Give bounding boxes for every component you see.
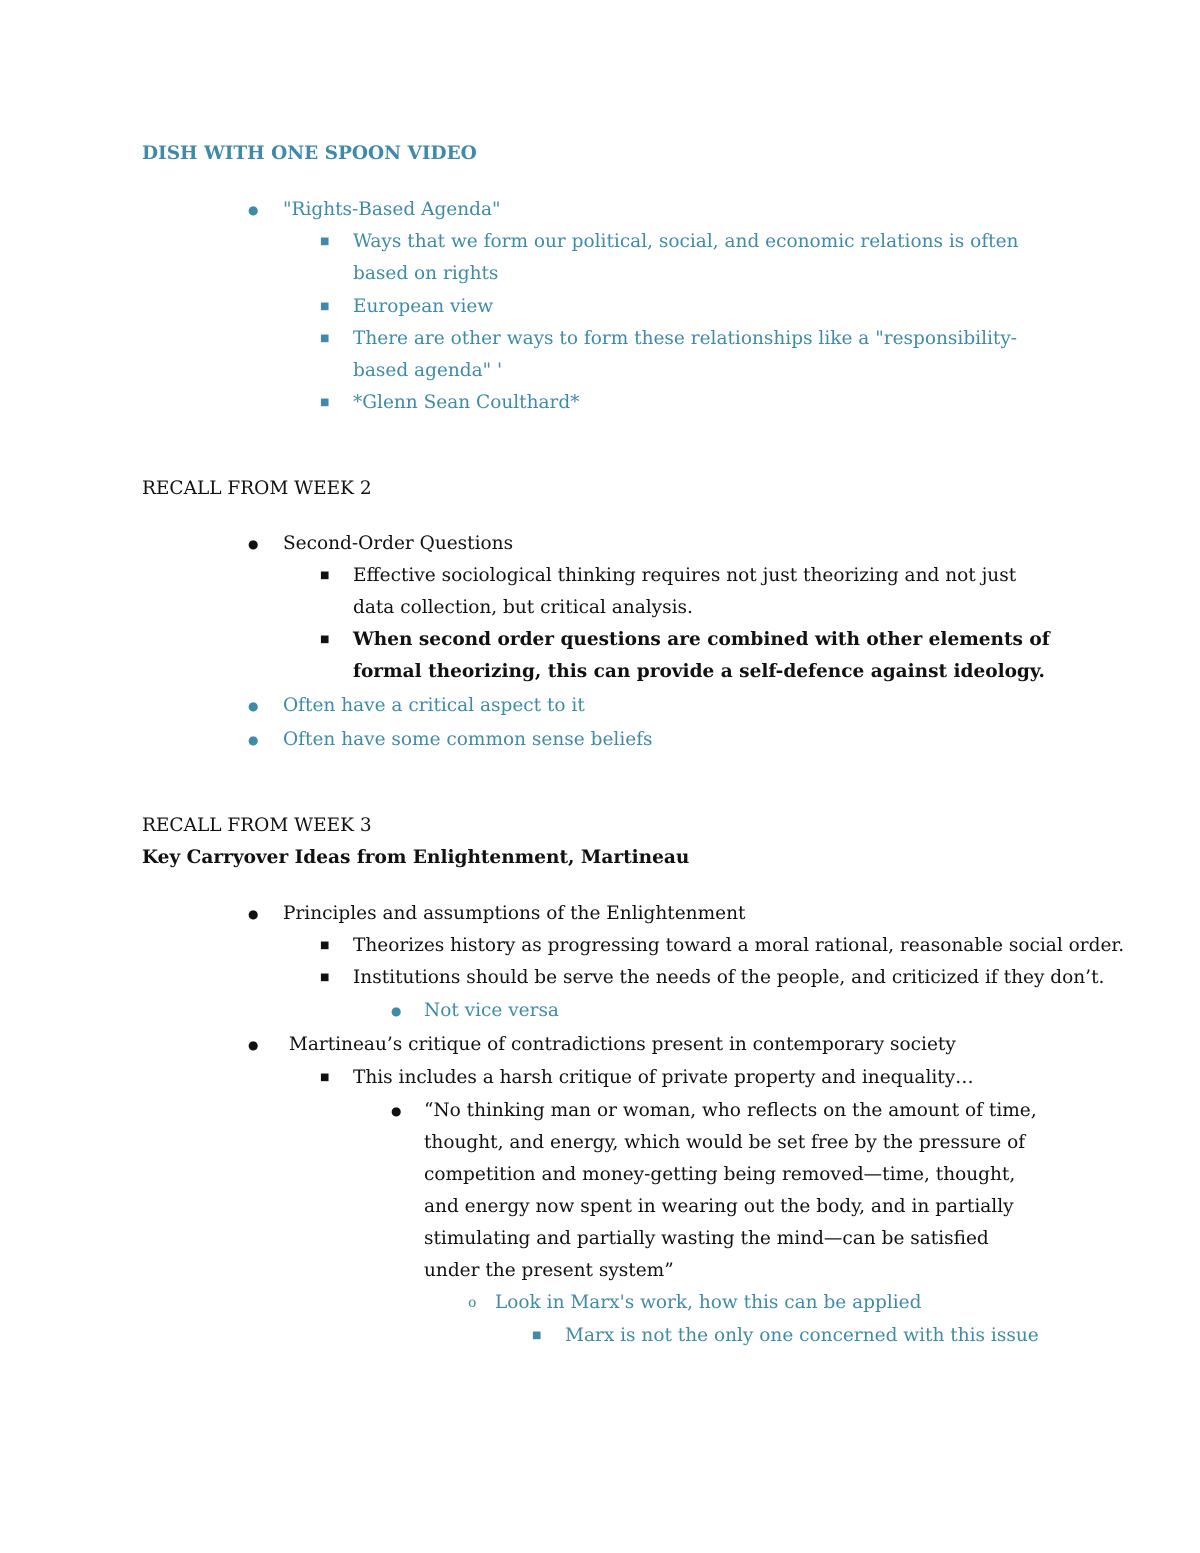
hollow-circle-bullet-icon: o bbox=[468, 1295, 477, 1311]
list-item bbox=[320, 1062, 1073, 1094]
section-subheading: Key Carryover Ideas from Enlightenment, Martineau bbox=[142, 847, 690, 868]
square-bullet-icon: ■ bbox=[320, 634, 330, 645]
list-item-text: Principles and assumptions of the Enlightenment bbox=[283, 903, 746, 924]
bullet-dot-icon: ● bbox=[248, 203, 259, 217]
bullet-dot-icon: ● bbox=[391, 1104, 402, 1118]
list-item bbox=[320, 962, 1113, 994]
list-item bbox=[320, 226, 1073, 290]
list-item bbox=[320, 323, 1043, 387]
square-bullet-icon: ■ bbox=[320, 972, 330, 983]
bullet-dot-icon: ● bbox=[248, 699, 259, 713]
bullet-dot-icon: ● bbox=[248, 1038, 259, 1052]
list-item-text: Second-Order Questions bbox=[283, 533, 514, 554]
list-item bbox=[248, 194, 1083, 226]
list-item-text: Look in Marx's work, how this can be applied bbox=[495, 1292, 922, 1313]
square-bullet-icon: ■ bbox=[320, 940, 330, 951]
bullet-dot-icon: ● bbox=[391, 1004, 402, 1018]
list-item-text: Not vice versa bbox=[424, 1000, 559, 1021]
list-item bbox=[248, 1029, 1083, 1061]
list-item bbox=[320, 930, 1125, 962]
section-heading-dish-with-one-spoon: DISH WITH ONE SPOON VIDEO bbox=[142, 143, 477, 164]
list-item-text: "Rights-Based Agenda" bbox=[283, 199, 501, 220]
bullet-dot-icon: ● bbox=[248, 537, 259, 551]
list-item-text: Often have a critical aspect to it bbox=[283, 695, 585, 716]
square-bullet-icon: ■ bbox=[320, 570, 330, 581]
list-item bbox=[320, 624, 1053, 688]
list-item bbox=[320, 560, 1033, 624]
list-item bbox=[248, 528, 1083, 560]
list-item bbox=[320, 387, 1073, 419]
list-item bbox=[320, 291, 1073, 323]
list-item bbox=[248, 724, 1083, 756]
list-item bbox=[248, 690, 1083, 722]
list-item-text: There are other ways to form these relationships like a "responsibility-based agenda" ' bbox=[353, 328, 1018, 381]
quote-text: “No thinking man or woman, who reflects on the amount of time, thought, and energy, which would be set free by the pressure of competition and money-getting being removed—time, thought, and energy now spent in wearing out the body, and in partially stimulating and partially wasting the mind—can be satisfied under the present system” bbox=[424, 1100, 1037, 1281]
square-bullet-icon: ■ bbox=[320, 236, 330, 247]
bullet-dot-icon: ● bbox=[248, 733, 259, 747]
square-bullet-icon: ■ bbox=[532, 1330, 542, 1341]
square-bullet-icon: ■ bbox=[320, 333, 330, 344]
list-item-text: Often have some common sense beliefs bbox=[283, 729, 653, 750]
square-bullet-icon: ■ bbox=[320, 301, 330, 312]
list-item-text: When second order questions are combined with other elements of formal theorizing, this can provide a self-defence against ideology. bbox=[353, 629, 1050, 682]
list-item-text: Marx is not the only one concerned with this issue bbox=[565, 1325, 1039, 1346]
section-heading-week-2: RECALL FROM WEEK 2 bbox=[142, 478, 372, 499]
bullet-dot-icon: ● bbox=[248, 907, 259, 921]
list-item-text: This includes a harsh critique of private property and inequality… bbox=[353, 1067, 974, 1088]
list-item bbox=[248, 898, 1083, 930]
list-item-text: Martineau’s critique of contradictions present in contemporary society bbox=[283, 1034, 956, 1055]
list-item bbox=[532, 1320, 1065, 1352]
square-bullet-icon: ■ bbox=[320, 397, 330, 408]
list-item-text: European view bbox=[353, 296, 494, 317]
list-item bbox=[391, 995, 1044, 1027]
list-item-text: Effective sociological thinking requires not just theorizing and not just data collection, but critical analysis. bbox=[353, 565, 1017, 618]
list-item bbox=[468, 1287, 1055, 1319]
section-heading-week-3: RECALL FROM WEEK 3 bbox=[142, 815, 372, 836]
square-bullet-icon: ■ bbox=[320, 1072, 330, 1083]
quote-list-item bbox=[391, 1095, 1039, 1287]
list-item-text: *Glenn Sean Coulthard* bbox=[353, 392, 580, 413]
list-item-text: Institutions should be serve the needs of the people, and criticized if they don’t. bbox=[353, 967, 1105, 988]
list-item-text: Theorizes history as progressing toward a moral rational, reasonable social order. bbox=[353, 935, 1125, 956]
list-item-text: Ways that we form our political, social, and economic relations is often based on rights bbox=[353, 231, 1019, 284]
